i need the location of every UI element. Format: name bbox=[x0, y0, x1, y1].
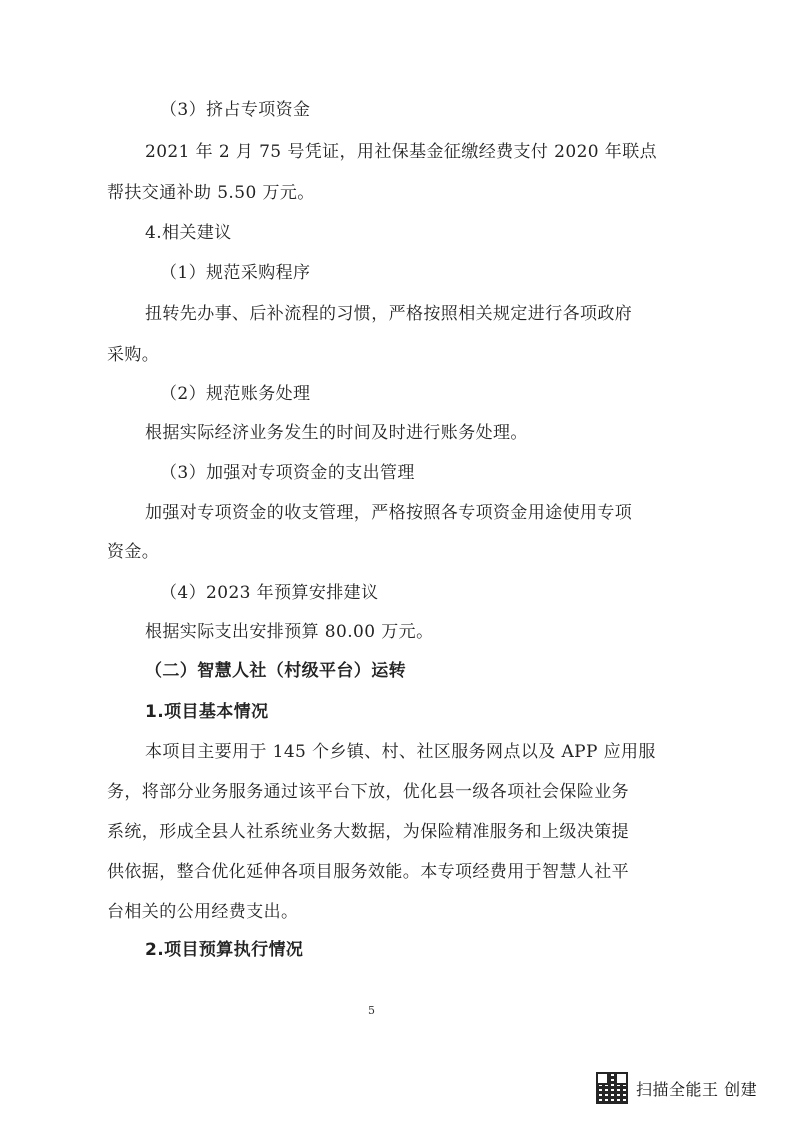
qr-code-icon bbox=[596, 1072, 628, 1104]
paragraph-line: 务，将部分业务服务通过该平台下放，优化县一级各项社会保险业务 bbox=[107, 782, 629, 802]
paragraph-line: 2021 年 2 月 75 号凭证，用社保基金征缴经费支付 2020 年联点 bbox=[145, 142, 658, 162]
paragraph-line: 扭转先办事、后补流程的习惯，严格按照相关规定进行各项政府 bbox=[145, 304, 633, 324]
paragraph-line: 加强对专项资金的收支管理，严格按照各专项资金用途使用专项 bbox=[145, 503, 633, 523]
watermark-text: 扫描全能王 创建 bbox=[636, 1079, 758, 1099]
subheading-special-funds: （3）加强对专项资金的支出管理 bbox=[160, 463, 415, 483]
section-heading-basic-info: 1.项目基本情况 bbox=[145, 702, 269, 722]
paragraph-line: 资金。 bbox=[107, 542, 160, 562]
page-number: 5 bbox=[368, 1004, 375, 1017]
paragraph-line: 系统，形成全县人社系统业务大数据，为保险精准服务和上级决策提 bbox=[107, 822, 629, 842]
paragraph-line: 帮扶交通补助 5.50 万元。 bbox=[107, 183, 315, 203]
paragraph-line: 根据实际支出安排预算 80.00 万元。 bbox=[145, 622, 434, 642]
paragraph-line: 根据实际经济业务发生的时间及时进行账务处理。 bbox=[145, 423, 528, 443]
section-heading-budget-execution: 2.项目预算执行情况 bbox=[145, 940, 304, 960]
section-heading-smart-hr: （二）智慧人社（村级平台）运转 bbox=[145, 661, 406, 681]
scanner-watermark bbox=[596, 1070, 786, 1106]
paragraph-line: 本项目主要用于 145 个乡镇、村、社区服务网点以及 APP 应用服 bbox=[145, 742, 656, 762]
paragraph-line: 供依据，整合优化延伸各项目服务效能。本专项经费用于智慧人社平 bbox=[107, 862, 629, 882]
subheading-squeezed-funds: （3）挤占专项资金 bbox=[160, 100, 311, 120]
section-heading-recommendations: 4.相关建议 bbox=[145, 223, 232, 243]
subheading-2023-budget: （4）2023 年预算安排建议 bbox=[160, 583, 379, 603]
paragraph-line: 台相关的公用经费支出。 bbox=[107, 902, 299, 922]
paragraph-line: 采购。 bbox=[107, 345, 160, 365]
subheading-accounting: （2）规范账务处理 bbox=[160, 384, 311, 404]
subheading-procurement: （1）规范采购程序 bbox=[160, 263, 311, 283]
